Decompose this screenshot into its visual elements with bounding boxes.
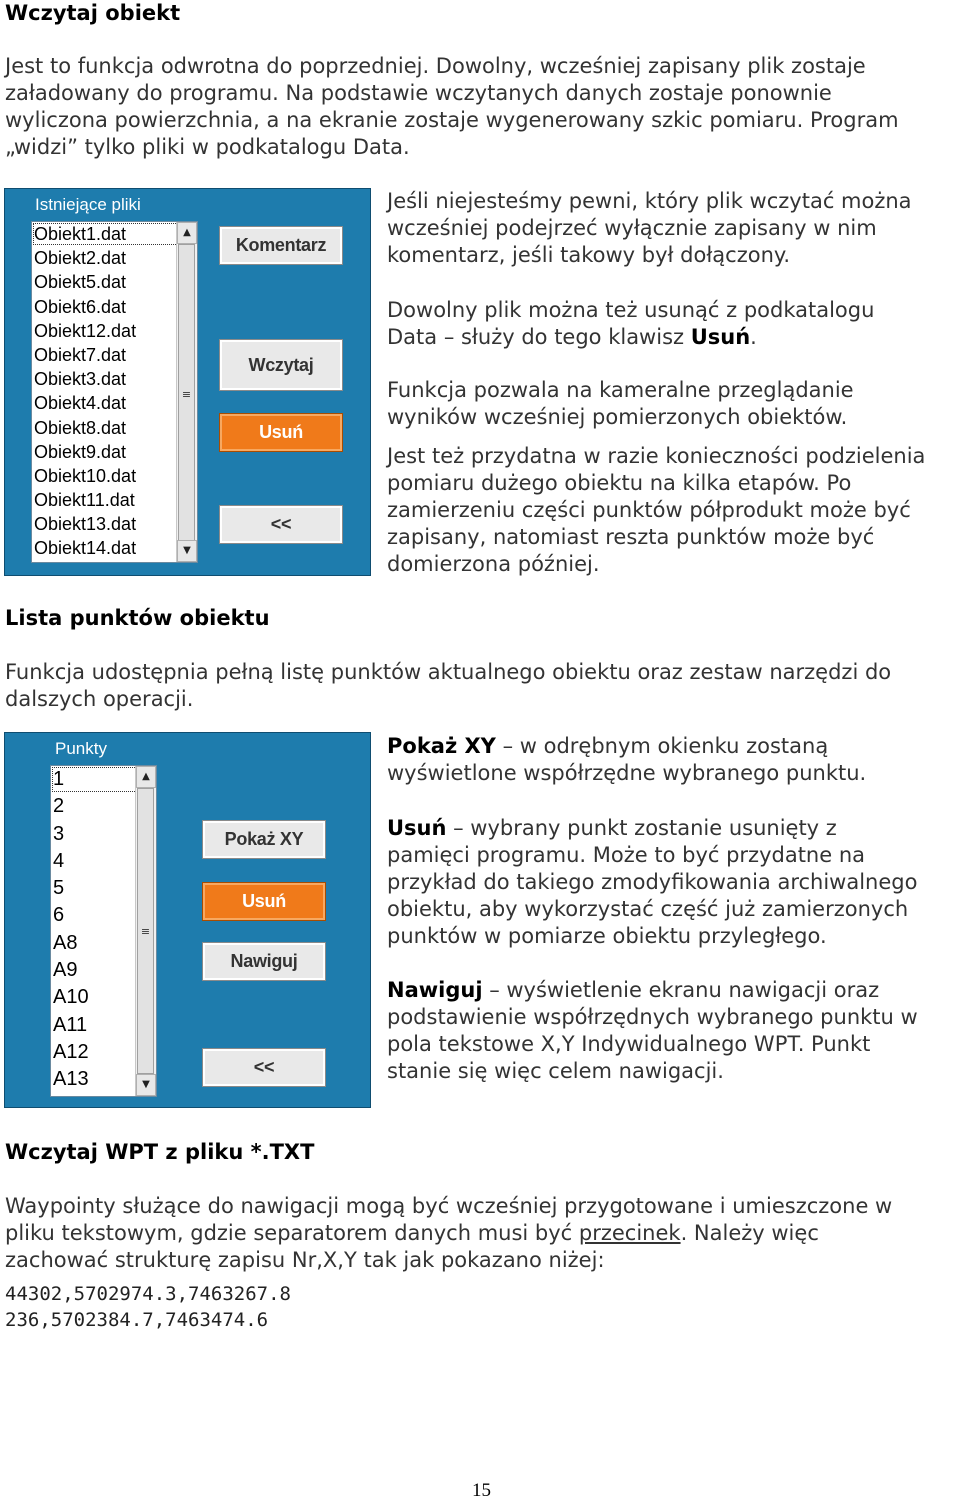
points-panel-title: Punkty: [55, 739, 107, 758]
bold-usun: Usuń: [387, 816, 447, 840]
scroll-up-icon[interactable]: ▲: [136, 766, 156, 788]
desc-line: wyświetlone współrzędne wybranego punktu.: [387, 761, 867, 785]
desc-line: przykład do takiego zmodyfikowania archiwalnego: [387, 870, 918, 894]
wpt-line: [5, 1220, 955, 1247]
list-item[interactable]: Obiekt6.dat: [34, 296, 127, 317]
komentarz-button[interactable]: Komentarz: [220, 227, 342, 264]
text-span: . Należy więc: [680, 1221, 819, 1245]
points-panel: [4, 732, 371, 1108]
back-button[interactable]: <<: [203, 1049, 325, 1086]
side-text-wczytaj: [387, 188, 957, 269]
side-para-usun: [387, 297, 957, 351]
usun-file-button[interactable]: Usuń: [220, 414, 342, 451]
intro-line: Jest to funkcja odwrotna do poprzedniej. Dowolny, wcześniej zapisany plik zostaje: [5, 54, 866, 78]
side-para-etapy: [387, 443, 959, 578]
desc-line: [387, 977, 959, 1004]
desc-line: [387, 733, 959, 760]
files-scrollbar[interactable]: [176, 222, 197, 562]
side-line: pomiaru dużego obiektu na kilka etapów. Po: [387, 471, 852, 495]
desc-line: pamięci programu. Może to być przydatne na: [387, 843, 866, 867]
text-span: – wyświetlenie ekranu nawigacji oraz: [482, 978, 880, 1002]
side-line: Funkcja pozwala na kameralne przeglądanie: [387, 378, 854, 402]
side-line: Jest też przydatna w razie konieczności podzielenia: [387, 444, 926, 468]
bold-usun: Usuń: [690, 325, 751, 349]
wczytaj-button[interactable]: Wczytaj: [220, 340, 342, 390]
list-item[interactable]: Obiekt2.dat: [34, 248, 127, 269]
text-span: .: [750, 325, 757, 349]
code-line: 236,5702384.7,7463474.6: [5, 1309, 269, 1331]
text-span: Data – służy do tego klawisz: [387, 325, 691, 349]
desc-pokaz-xy: [387, 733, 959, 787]
list-item[interactable]: Obiekt3.dat: [34, 369, 127, 390]
wpt-text: [5, 1193, 955, 1274]
side-line: [387, 324, 957, 351]
scroll-up-icon[interactable]: ▲: [177, 222, 197, 244]
side-line: wyników wcześniej pomierzonych obiektów.: [387, 405, 848, 429]
nawiguj-button[interactable]: Nawiguj: [203, 943, 325, 980]
side-line: komentarz, jeśli takowy był dołączony.: [387, 243, 790, 267]
list-item[interactable]: Obiekt11.dat: [34, 490, 135, 511]
side-line: Dowolny plik można też usunąć z podkatalogu: [387, 298, 875, 322]
desc-line: [387, 815, 959, 842]
page-number: 15: [472, 1480, 491, 1501]
heading-wczytaj-wpt: Wczytaj WPT z pliku *.TXT: [5, 1140, 315, 1164]
code-line: 44302,5702974.3,7463267.8: [5, 1283, 291, 1305]
list-item[interactable]: A11: [53, 1013, 88, 1036]
side-line: Jeśli niejesteśmy pewni, który plik wczytać można: [387, 189, 912, 213]
list-item[interactable]: A8: [53, 931, 78, 954]
desc-line: pola tekstowe X,Y Indywidualnego WPT. Punkt: [387, 1032, 871, 1056]
intro-wczytaj: [5, 53, 955, 161]
heading-wczytaj-obiekt: Wczytaj obiekt: [5, 1, 181, 25]
scroll-down-icon[interactable]: ▼: [136, 1074, 156, 1096]
list-item[interactable]: Obiekt7.dat: [34, 344, 127, 365]
heading-lista-punktow: Lista punktów obiektu: [5, 606, 270, 630]
wpt-line: Waypointy służące do nawigacji mogą być wcześniej przygotowane i umieszczone w: [5, 1194, 893, 1218]
desc-line: obiektu, aby wykorzystać część już zamierzonych: [387, 897, 909, 921]
list-item[interactable]: 2: [53, 795, 65, 818]
list-item[interactable]: A12: [53, 1040, 89, 1063]
desc-nawiguj: [387, 977, 959, 1085]
list-item[interactable]: Obiekt8.dat: [34, 417, 127, 438]
text-span: – w odrębnym okienku zostaną: [495, 734, 829, 758]
points-listbox[interactable]: [50, 765, 157, 1097]
bold-nawiguj: Nawiguj: [387, 978, 483, 1002]
side-line: domierzona później.: [387, 552, 600, 576]
files-panel-title: Istniejące pliki: [35, 195, 141, 214]
scroll-down-icon[interactable]: ▼: [177, 540, 197, 562]
desc-line: stanie się więc celem nawigacji.: [387, 1059, 724, 1083]
list-item[interactable]: Obiekt1.dat: [32, 222, 197, 246]
intro-line: „widzi” tylko pliki w podkatalogu Data.: [5, 135, 410, 159]
list-item[interactable]: 3: [53, 822, 65, 845]
back-button[interactable]: <<: [220, 506, 342, 543]
list-item[interactable]: Obiekt10.dat: [34, 465, 137, 486]
scroll-thumb[interactable]: ≡: [137, 788, 154, 1074]
usun-point-button[interactable]: Usuń: [203, 883, 325, 920]
list-item[interactable]: Obiekt9.dat: [34, 441, 127, 462]
desc-line: podstawienie współrzędnych wybranego punktu w: [387, 1005, 918, 1029]
code-example: [5, 1281, 291, 1333]
list-item[interactable]: 4: [53, 849, 65, 872]
desc-line: punktów w pomiarze obiektu przyległego.: [387, 924, 827, 948]
bold-pokaz-xy: Pokaż XY: [387, 734, 496, 758]
list-item[interactable]: A10: [53, 986, 89, 1009]
list-item[interactable]: Obiekt5.dat: [34, 272, 127, 293]
scroll-thumb[interactable]: ≡: [178, 244, 195, 544]
przecinek-link: przecinek: [578, 1221, 681, 1245]
intro-line: wyliczona powierzchnia, a na ekranie zostaje wygenerowany szkic pomiaru. Program: [5, 108, 899, 132]
text-span: pliku tekstowym, gdzie separatorem danych musi być: [5, 1221, 579, 1245]
pokaz-xy-button[interactable]: Pokaż XY: [203, 821, 325, 858]
side-para-kameralne: [387, 377, 957, 431]
list-item[interactable]: Obiekt12.dat: [34, 320, 137, 341]
wpt-line: zachować strukturę zapisu Nr,X,Y tak jak pokazano niżej:: [5, 1248, 605, 1272]
side-line: wcześniej podejrzeć wyłącznie zapisany w nim: [387, 216, 877, 240]
list-item[interactable]: Obiekt4.dat: [34, 393, 127, 414]
intro-line: dalszych operacji.: [5, 687, 194, 711]
intro-line: załadowany do programu. Na podstawie wczytanych danych zostaje ponownie: [5, 81, 832, 105]
list-item[interactable]: 6: [53, 904, 65, 927]
files-listbox[interactable]: [31, 221, 198, 563]
desc-usun: [387, 815, 959, 950]
list-item[interactable]: Obiekt14.dat: [34, 538, 137, 559]
text-span: – wybrany punkt zostanie usunięty z: [446, 816, 837, 840]
list-item[interactable]: Obiekt13.dat: [34, 514, 137, 535]
points-scrollbar[interactable]: [135, 766, 156, 1096]
files-panel: [4, 188, 371, 576]
intro-lista: [5, 659, 955, 713]
list-item[interactable]: 1: [51, 766, 156, 793]
files-list: [32, 222, 197, 561]
list-item[interactable]: A13: [53, 1068, 89, 1091]
list-item[interactable]: A9: [53, 959, 78, 982]
side-line: zapisany, natomiast reszta punktów może być: [387, 525, 875, 549]
intro-line: Funkcja udostępnia pełną listę punktów aktualnego obiektu oraz zestaw narzędzi do: [5, 660, 892, 684]
side-line: zamierzeniu części punktów półprodukt może być: [387, 498, 911, 522]
list-item[interactable]: 5: [53, 877, 65, 900]
